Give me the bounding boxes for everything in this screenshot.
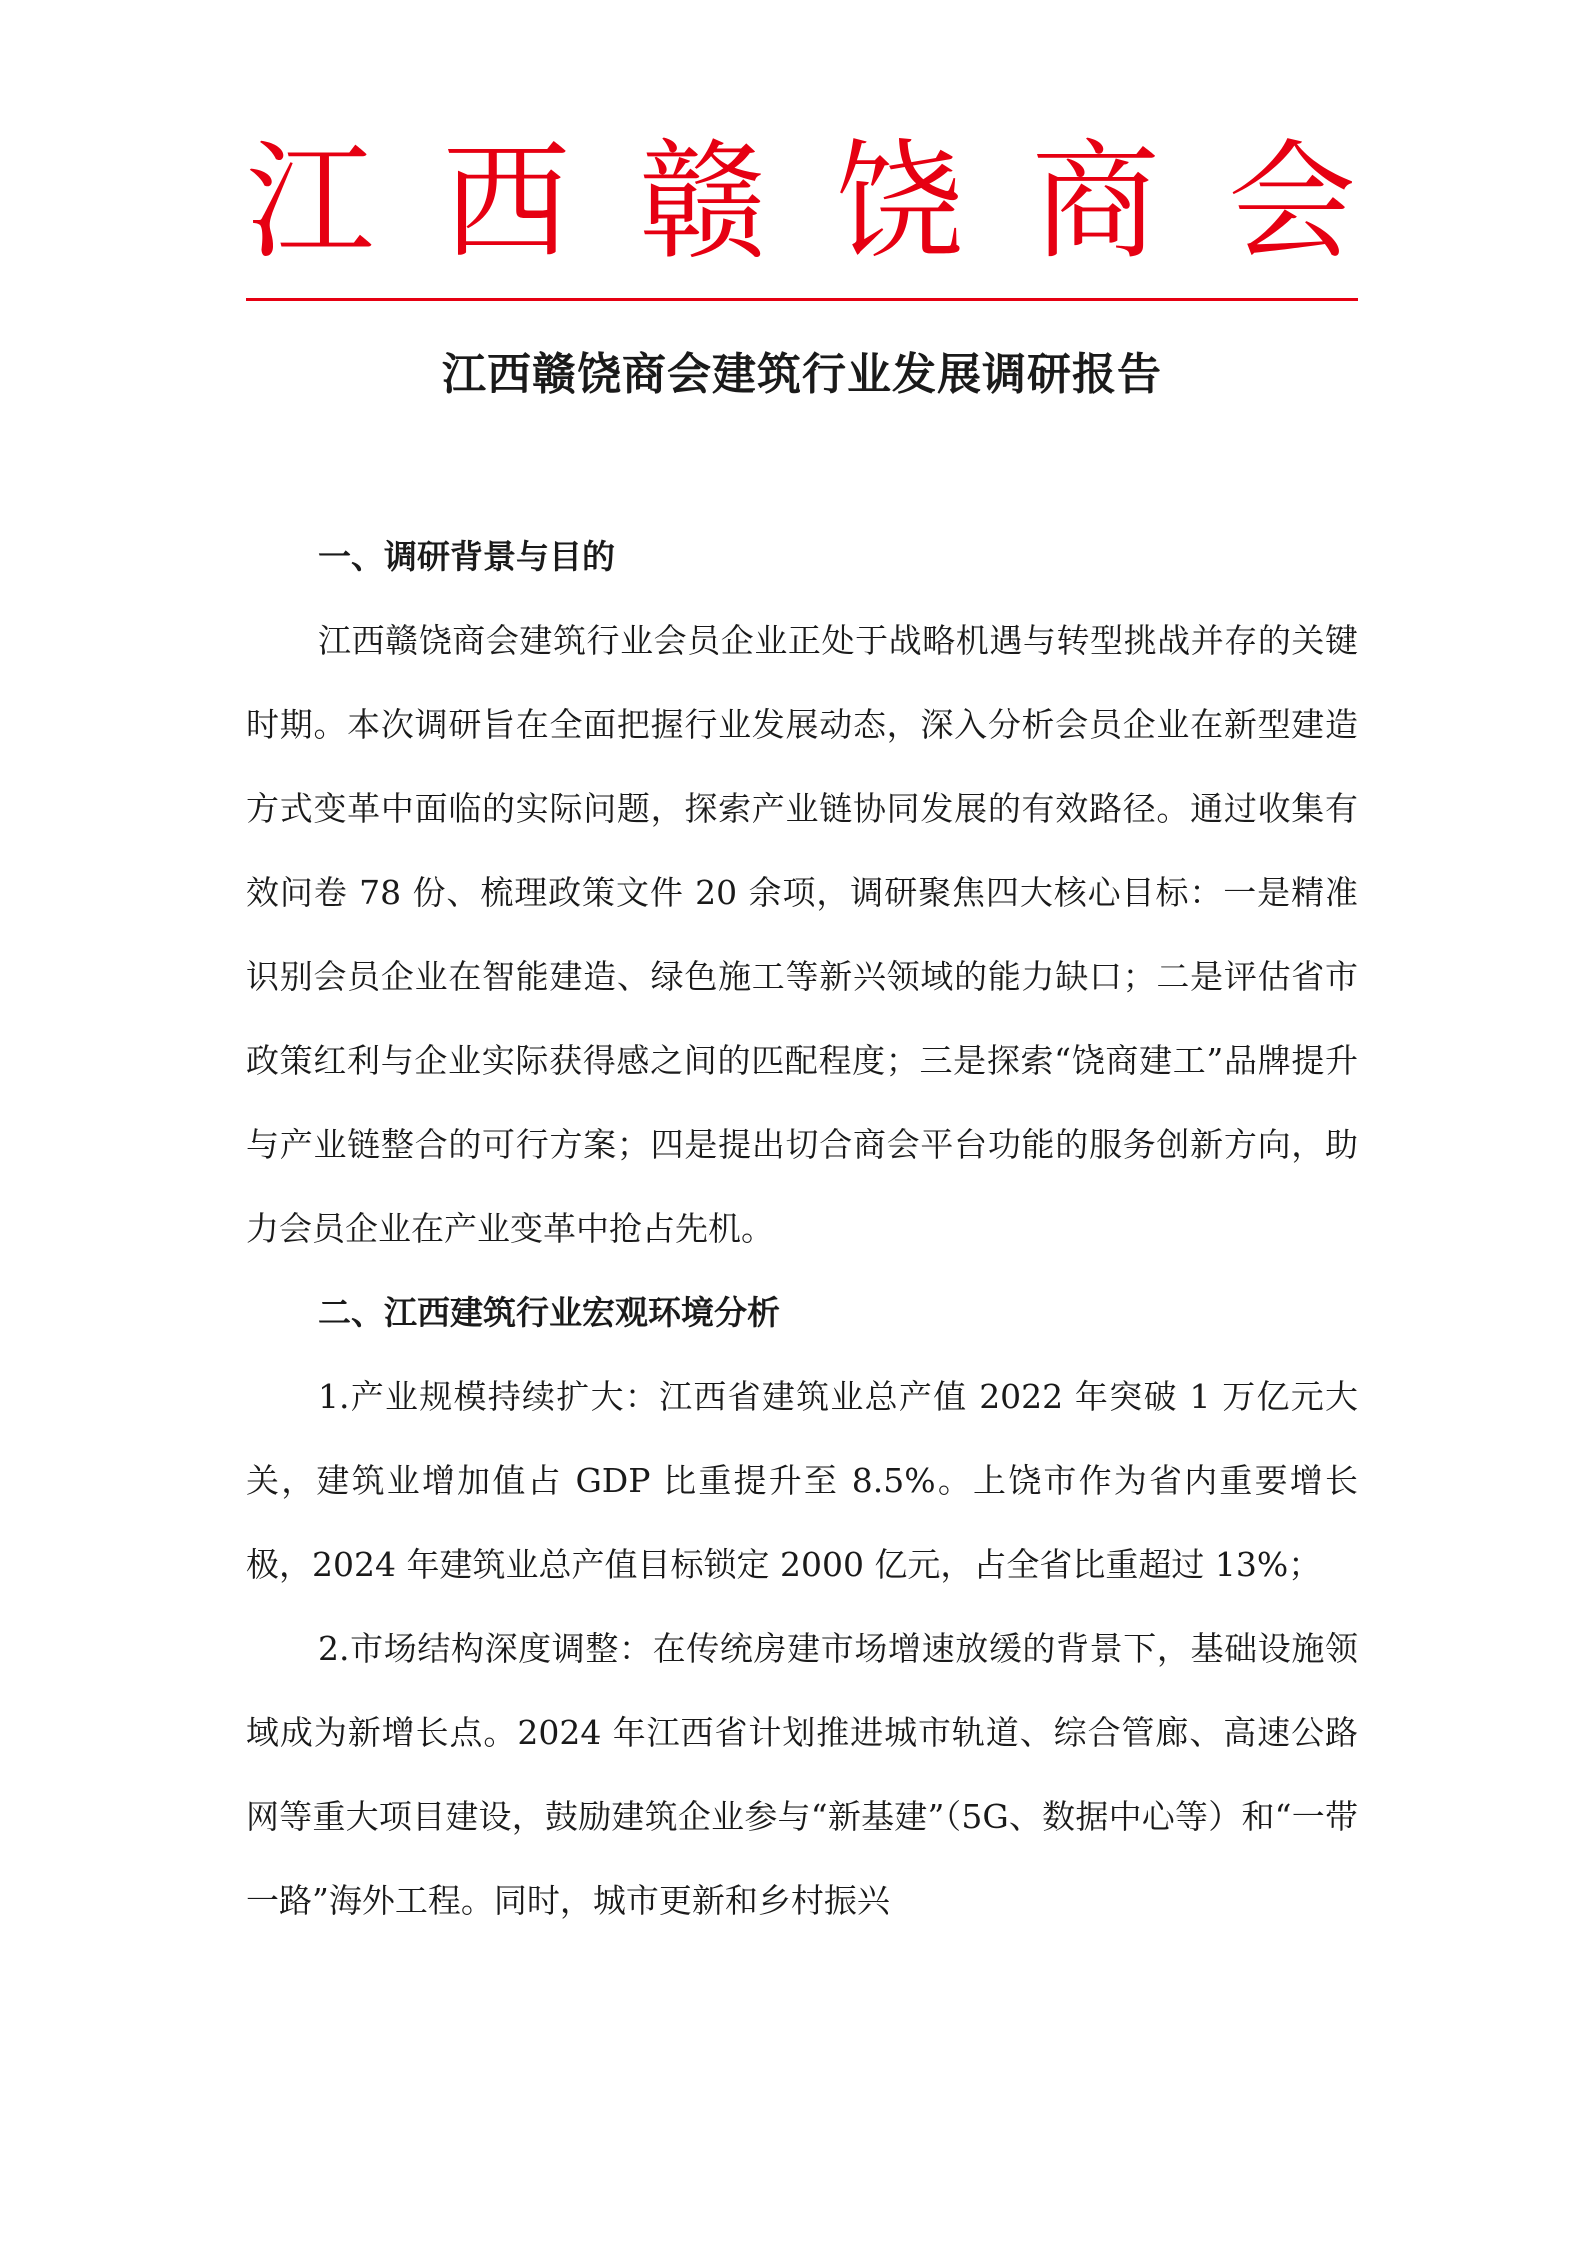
- body-paragraph: 2.市场结构深度调整：在传统房建市场增速放缓的背景下，基础设施领域成为新增长点。2024 年江西省计划推进城市轨道、综合管廊、高速公路网等重大项目建设，鼓励建筑企业参与“新基建”（5G、数据中心等）和“一带一路”海外工程。同时，城市更新和乡村振兴: [246, 1629, 1358, 1920]
- body-paragraph: 江西赣饶商会建筑行业会员企业正处于战略机遇与转型挑战并存的关键时期。本次调研旨在全面把握行业发展动态，深入分析会员企业在新型建造方式变革中面临的实际问题，探索产业链协同发展的有效路径。通过收集有效问卷 78 份、梳理政策文件 20 余项，调研聚焦四大核心目标：一是精准识别会员企业在智能建造、绿色施工等新兴领域的能力缺口；二是评估省市政策红利与企业实际获得感之间的匹配程度；三是探索“饶商建工”品牌提升与产业链整合的可行方案；四是提出切合商会平台功能的服务创新方向，助力会员企业在产业变革中抢占先机。: [246, 621, 1358, 1248]
- section-heading: 一、调研背景与目的: [318, 537, 615, 576]
- document-title: 江西赣饶商会建筑行业发展调研报告: [442, 349, 1162, 400]
- masthead-divider: [246, 298, 1358, 301]
- masthead-char: 饶: [835, 128, 964, 277]
- masthead-char: 会: [1227, 128, 1356, 277]
- body-paragraph: 1.产业规模持续扩大：江西省建筑业总产值 2022 年突破 1 万亿元大关，建筑业增加值占 GDP 比重提升至 8.5%。上饶市作为省内重要增长极，2024 年建筑业总产值目标锁定 2000 亿元，占全省比重超过 13%；: [246, 1377, 1358, 1584]
- masthead: [246, 128, 1356, 278]
- masthead-char: 商: [1031, 128, 1160, 277]
- document-body: [246, 515, 1358, 1943]
- masthead-char: 赣: [638, 128, 767, 277]
- section-heading: 二、江西建筑行业宏观环境分析: [318, 1293, 780, 1332]
- masthead-char: 西: [442, 128, 571, 277]
- masthead-char: 江: [246, 128, 375, 277]
